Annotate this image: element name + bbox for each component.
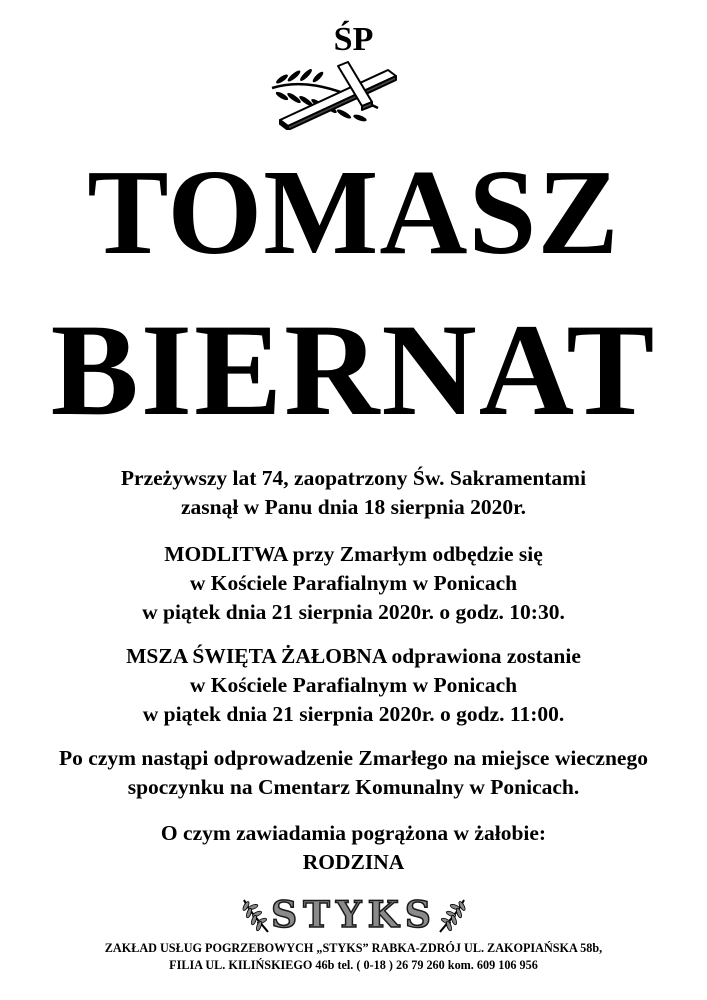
mass-paragraph [0, 642, 707, 729]
paragraph-line: w piątek dnia 21 sierpnia 2020r. o godz. 10:30. [142, 600, 565, 624]
palm-leaf-icon [436, 896, 468, 934]
styks-logo [240, 892, 468, 938]
paragraph-line: RODZINA [302, 850, 405, 874]
announcement-paragraph [0, 464, 707, 522]
logo-text: STYKS [271, 894, 437, 936]
footer-address-line: ZAKŁAD USŁUG POGRZEBOWYCH „STYKS” RABKA-ZDRÓJ UL. ZAKOPIAŃSKA 58b, [104, 941, 603, 955]
family-paragraph [0, 819, 707, 877]
paragraph-line: spoczynku na Cmentarz Komunalny w Ponicach. [127, 775, 580, 799]
paragraph-line: w Kościele Parafialnym w Ponicach [189, 673, 518, 697]
prayer-paragraph [0, 540, 707, 627]
cross-with-palm-branch-icon [268, 58, 410, 130]
deceased-first-name: TOMASZ [87, 145, 620, 280]
deceased-last-name: BIERNAT [50, 296, 657, 443]
sp-heading: ŚP [333, 21, 374, 58]
paragraph-line: w piątek dnia 21 sierpnia 2020r. o godz. 11:00. [142, 702, 565, 726]
paragraph-line: zasnął w Panu dnia 18 sierpnia 2020r. [180, 495, 527, 519]
paragraph-line: MODLITWA przy Zmarłym odbędzie się [164, 542, 543, 566]
paragraph-line: Przeżywszy lat 74, zaopatrzony Św. Sakramentami [120, 466, 587, 490]
paragraph-line: O czym zawiadamia pogrążona w żałobie: [160, 821, 547, 845]
footer-contact-line: FILIA UL. KILIŃSKIEGO 46b tel. ( 0-18 ) 26 79 260 kom. 609 106 956 [169, 958, 538, 972]
paragraph-line: MSZA ŚWIĘTA ŻAŁOBNA odprawiona zostanie [126, 644, 581, 668]
paragraph-line: Po czym nastąpi odprowadzenie Zmarłego na miejsce wiecznego [59, 746, 648, 770]
paragraph-line: w Kościele Parafialnym w Ponicach [189, 571, 518, 595]
burial-paragraph [0, 744, 707, 802]
